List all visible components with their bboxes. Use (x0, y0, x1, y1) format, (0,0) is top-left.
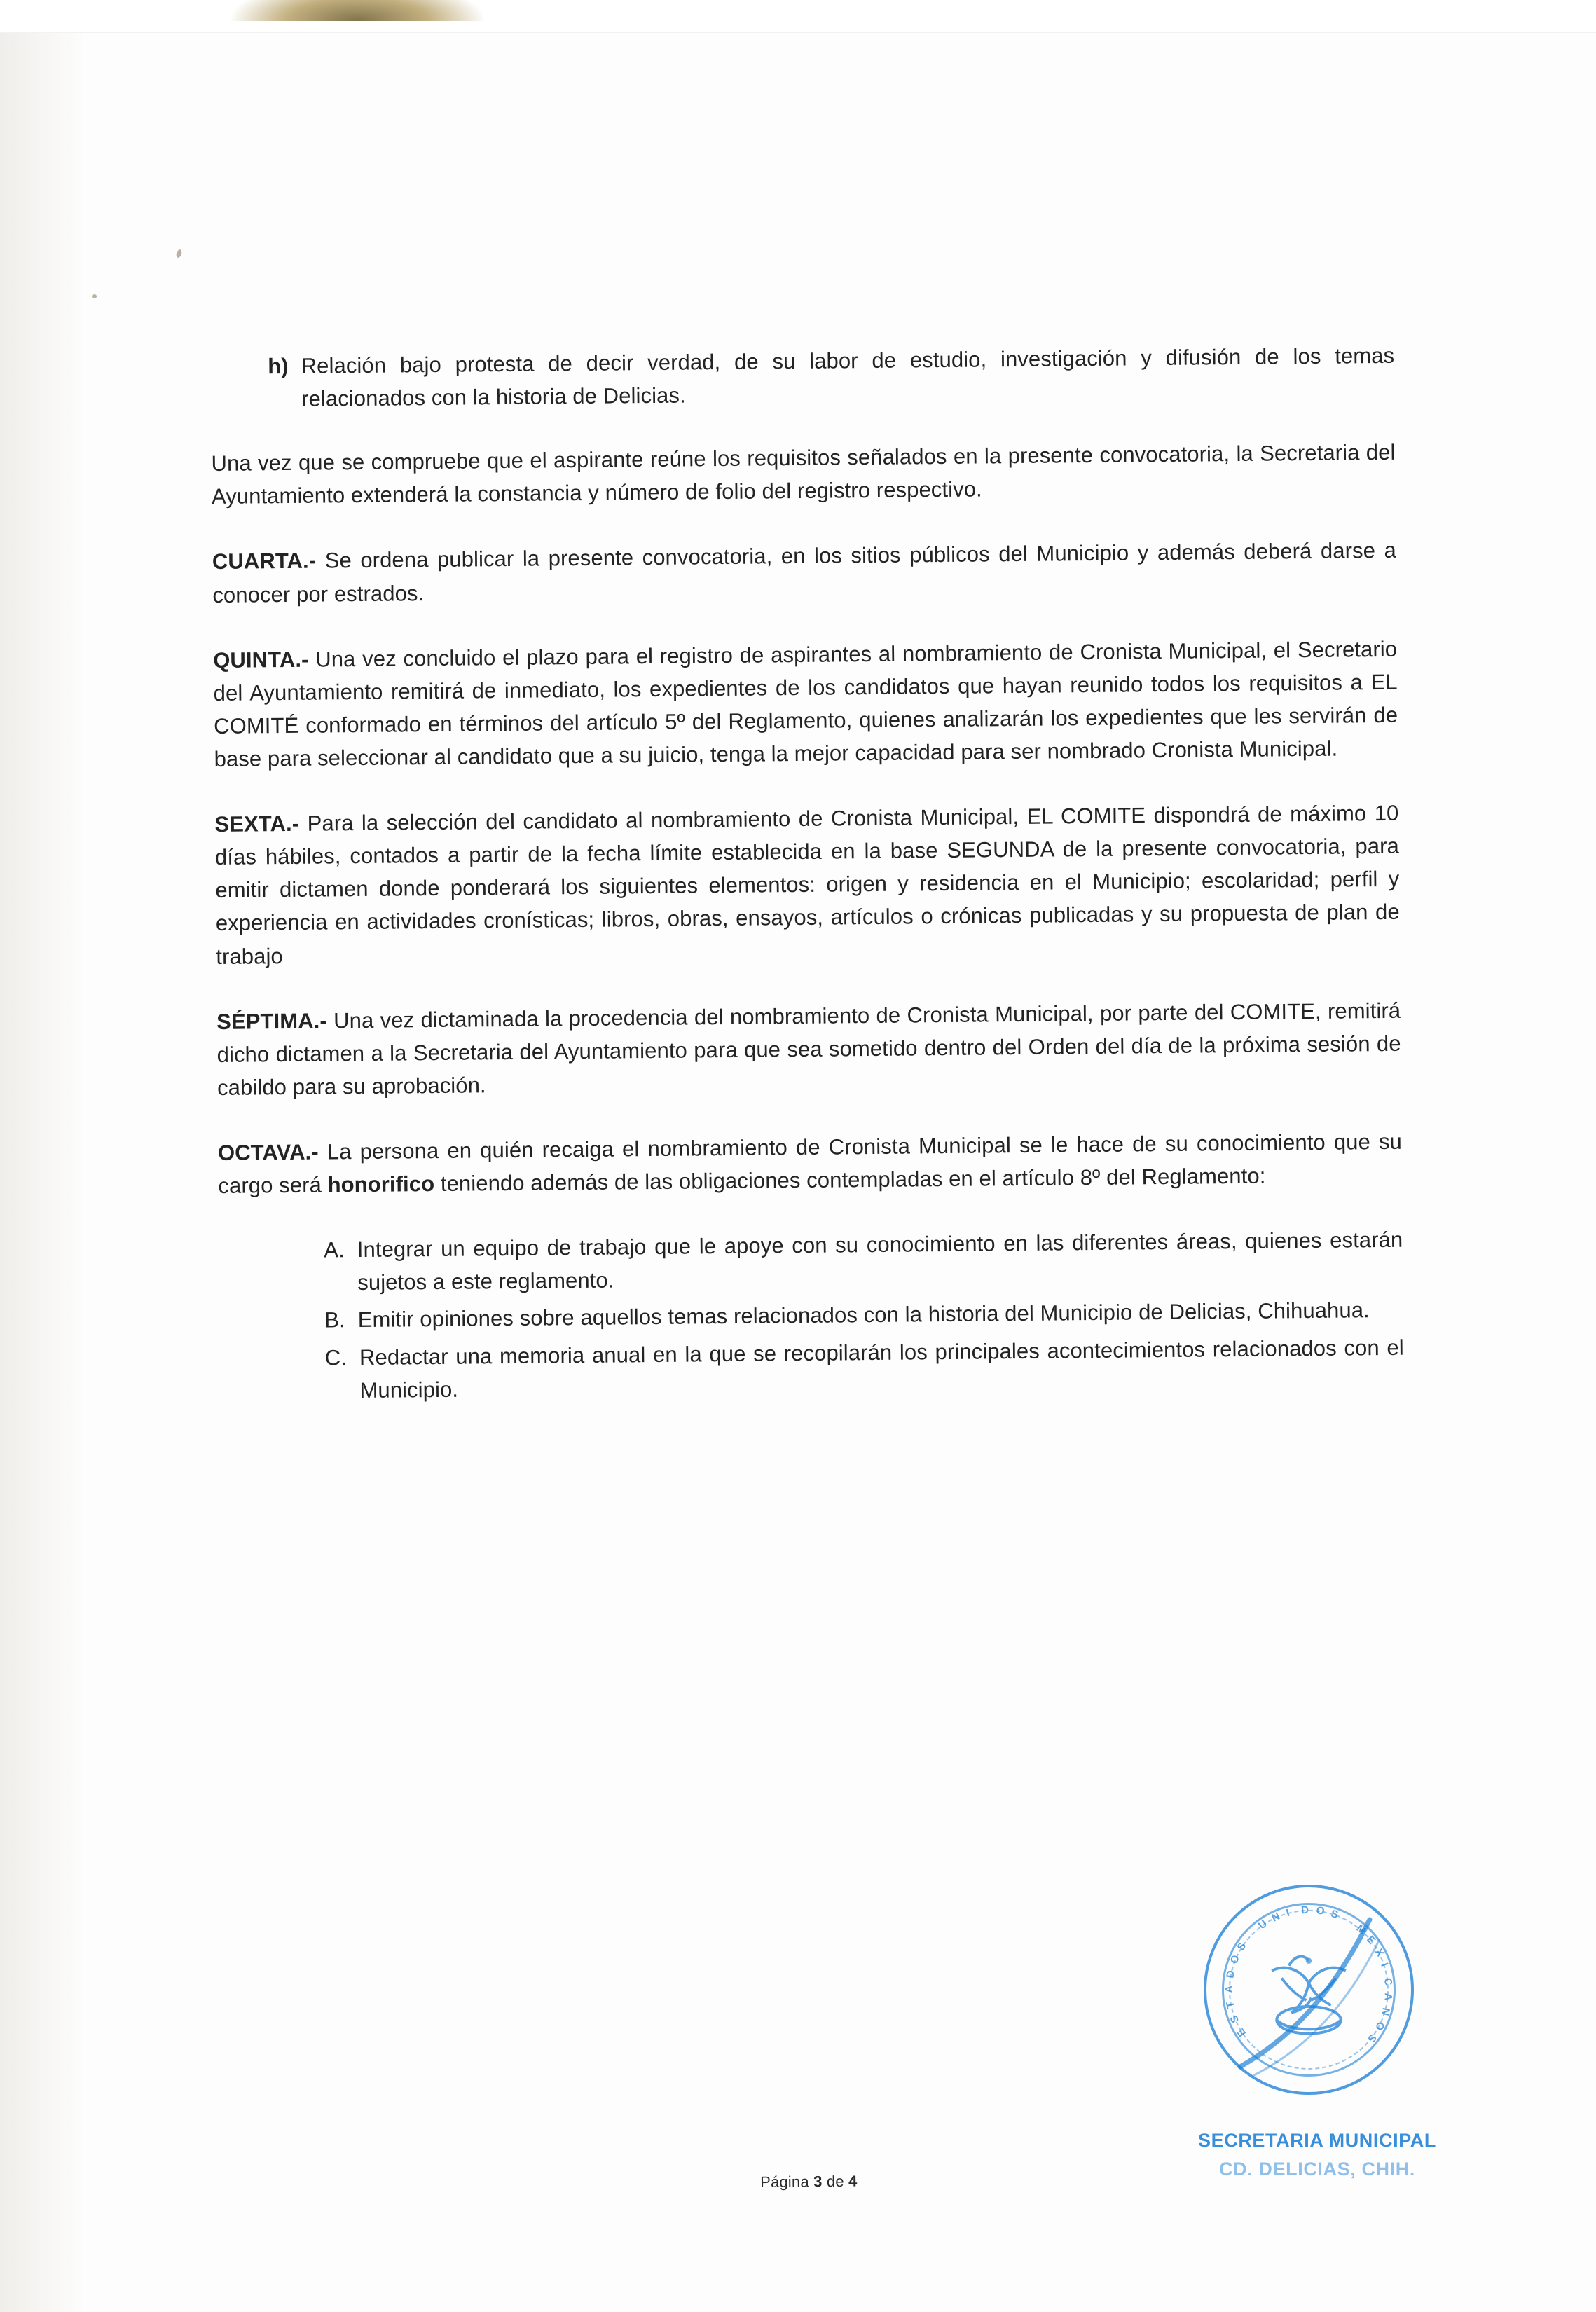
seal-dashed-ring (1229, 1910, 1389, 2070)
stamp-ink-swoosh (1212, 1892, 1422, 2102)
seal-caption (1121, 2126, 1513, 2183)
list-item-text: Integrar un equipo de trabajo que le apoye con su conocimiento en las diferentes áreas, quienes estarán sujetos a este reglamento. (357, 1227, 1403, 1295)
base-label-cuarta: CUARTA.- (212, 549, 317, 574)
paragraph-base-octava (218, 1125, 1403, 1202)
document-body (210, 339, 1405, 1436)
list-marker: A. (324, 1237, 345, 1262)
base-text-cuarta: Se ordena publicar la presente convocatoria, en los sitios públicos del Municipio y además deberá darse a conocer por estrados. (212, 538, 1396, 607)
paragraph-comprobacion: Una vez que se compruebe que el aspirante reúne los requisitos señalados en la presente convocatoria, la Secretaria del Ayuntamiento extenderá la constancia y número de folio del registro respectivo. (211, 439, 1396, 509)
eagle-emblem-icon (1247, 1925, 1370, 2056)
obligations-list (219, 1223, 1404, 1408)
scan-artifact-smudge (231, 0, 483, 21)
base-text-septima: Una vez dictaminada la procedencia del nombramiento de Cronista Municipal, por parte del COMITE, remitirá dicho dictamen a la Secretaria del Ayuntamiento para que sea sometido dentro del Orden del día de la próxima sesión de cabildo para su aprobación. (216, 998, 1401, 1100)
seal-inner-ring (1222, 1903, 1396, 2077)
scan-speck (175, 249, 182, 259)
page-total: 4 (848, 2172, 858, 2190)
base-label-septima: SÉPTIMA.- (216, 1008, 327, 1034)
page-footer (760, 2173, 858, 2191)
base-label-quinta: QUINTA.- (213, 647, 309, 673)
paragraph-base-cuarta (212, 534, 1397, 611)
list-item (324, 1223, 1403, 1300)
page-label-prefix: Página (760, 2173, 814, 2191)
list-item (325, 1330, 1405, 1407)
seal-caption-line-1: SECRETARIA MUNICIPAL (1198, 2130, 1436, 2151)
page-number: 3 (813, 2173, 823, 2191)
list-item-text: Redactar una memoria anual en la que se recopilarán los principales acontecimientos relacionados con el Municipio. (359, 1335, 1404, 1403)
base-text-octava-part1: La persona en quién recaiga el nombramiento de Cronista Municipal se le hace de su conocimiento que su cargo será (218, 1129, 1403, 1199)
official-seal-icon (1204, 1885, 1414, 2095)
scan-speck (92, 294, 97, 298)
scan-top-edge (0, 0, 1596, 33)
list-marker: B. (324, 1307, 345, 1333)
seal-caption-line-2: CD. DELICIAS, CHIH. (1219, 2158, 1415, 2180)
list-marker: h) (268, 353, 289, 379)
list-item-text: Emitir opiniones sobre aquellos temas relacionados con la historia del Municipio de Delicias, Chihuahua. (357, 1298, 1370, 1333)
base-label-octava: OCTAVA.- (217, 1139, 319, 1165)
base-text-octava-emphasis: honorifico (327, 1171, 435, 1197)
lettered-item-h (210, 339, 1395, 416)
page-label-middle: de (822, 2172, 849, 2191)
base-text-sexta: Para la selección del candidato al nombramiento de Cronista Municipal, EL COMITE dispondrá de máximo 10 días hábiles, contados a partir de la fecha límite establecida en la base SEGUNDA de la presente convocatoria, para emitir dictamen donde ponderará los siguientes elementos: origen y residencia en el Municipio; escolaridad; perfil y experiencia en actividades cronísticas; libros, obras, ensayos, artículos o crónicas publicadas y su propuesta de plan de trabajo (214, 800, 1400, 969)
base-label-sexta: SEXTA.- (214, 811, 300, 837)
base-text-quinta: Una vez concluido el plazo para el registro de aspirantes al nombramiento de Cronista Municipal, el Secretario del Ayuntamiento remitirá de inmediato, los expedientes de los candidatos que hayan reunido todos los requisitos a EL COMITÉ conformado en términos del artículo 5º del Reglamento, quienes analizarán los expedientes que les servirán de base para seleccionar al candidato que a su juicio, tenga la mejor capacidad para ser nombrado Cronista Municipal. (213, 636, 1398, 771)
list-item (324, 1293, 1403, 1337)
scan-edge-shadow (0, 0, 84, 2312)
list-item-text: Relación bajo protesta de decir verdad, de su labor de estudio, investigación y difusión de los temas relacionados con la historia de Delicias. (301, 343, 1395, 411)
paragraph-base-sexta (214, 797, 1400, 973)
seal-outer-ring (1204, 1885, 1414, 2095)
base-text-octava-part2: teniendo además de las obligaciones contempladas en el artículo 8º del Reglamento: (434, 1163, 1266, 1197)
seal-ring-text: E S T A D O S U N I D O S M E X I C A N O S (1223, 1904, 1395, 2045)
paragraph-base-quinta (213, 632, 1398, 776)
list-marker: C. (324, 1344, 348, 1370)
paragraph-base-septima (216, 993, 1401, 1104)
